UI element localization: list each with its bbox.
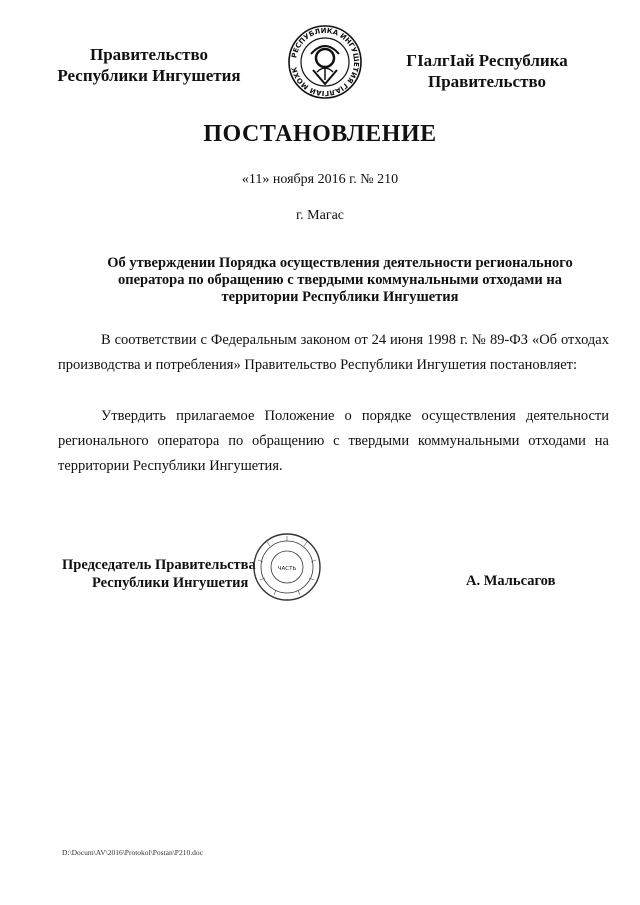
body-paragraph-1: В соответствии с Федеральным законом от 24 июня 1998 г. № 89-ФЗ «Об отходах производства и потребления» Правительство Республики Ингушетия постановляет: <box>58 332 609 373</box>
document-subject: Об утверждении Порядка осуществления деятельности регионального оператора по обращению с твердыми коммунальными отходами на территории Республики Ингушетия <box>107 255 573 305</box>
signatory-position <box>62 556 256 592</box>
body-paragraph-2: Утвердить прилагаемое Положение о порядке осуществления деятельности регионального оператора по обращению с твердыми коммунальными отходами на территории Республики Ингушетия. <box>58 408 609 474</box>
seal-stamp-icon <box>252 532 322 602</box>
header-left-line2: Республики Ингушетия <box>57 66 241 85</box>
document-city: г. Магас <box>296 208 344 223</box>
header-left <box>40 44 258 86</box>
official-seal <box>252 532 322 602</box>
signatory-position-line2: Республики Ингушетия <box>92 575 249 591</box>
emblem-ring-text: РЕСПУБЛИКА ИНГУШЕТИЯ ГIАЛГIАЙ МОХК <box>290 26 361 98</box>
coat-of-arms-emblem <box>287 24 363 100</box>
signatory-position-line1: Председатель Правительства <box>62 557 256 573</box>
signatory-name: А. Мальсагов <box>466 573 556 589</box>
document-title: ПОСТАНОВЛЕНИЕ <box>203 121 437 147</box>
header-left-line1: Правительство <box>89 45 209 64</box>
header-right-line1: ГIалгIай Республика <box>406 51 568 70</box>
document-date-number: «11» ноября 2016 г. № 210 <box>241 172 399 187</box>
emblem-icon <box>287 24 363 100</box>
seal-center-text: ЧАСТЬ <box>277 566 297 572</box>
header-right <box>384 50 590 92</box>
header-right-line2: Правительство <box>427 72 547 91</box>
footer-file-path: D:\Docum\AV\2016\Protokol\Postan\P210.doc <box>62 848 203 857</box>
